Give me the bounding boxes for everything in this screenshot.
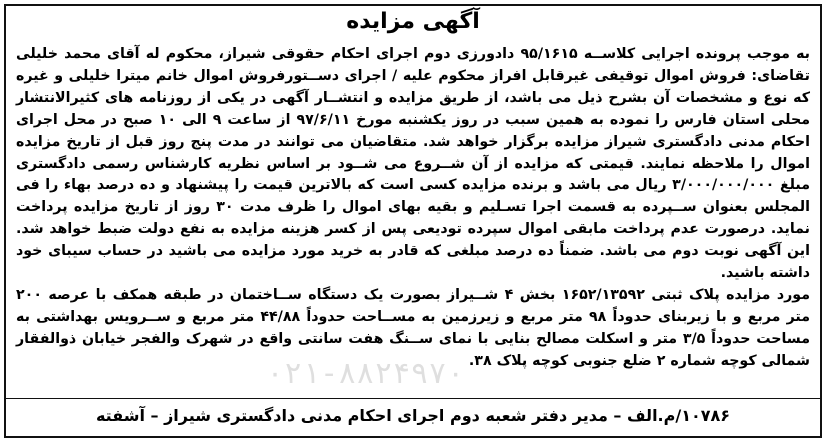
notice-paragraph-property: مورد مزایده پلاک ثبتی ۱۶۵۲/۱۳۵۹۲ بخش ۴ شــیراز بصورت یک دستگاه ســاختمان در طبقه همکف با عرصه ۲۰۰ متر مربع و با زیربنای حدوداً ۹۸ متر مربع و زیرزمین به مســاحت حدوداً ۴۴/۸۸ متر مربع و ســرویس بهداشتی به مساحت حدوداً ۳/۵ متر و اسکلت مصالح بنایی با نمای ســنگ هفت سانتی واقع در شهرک والفجر خیابان ذوالفقار شمالی کوچه شماره ۲ ضلع جنوبی کوچه پلاک ۳۸.	[16, 286, 810, 369]
auction-notice	[4, 4, 822, 438]
notice-title: آگهی مزایده	[346, 9, 480, 34]
footer-divider	[6, 398, 820, 399]
notice-paragraph-terms: به موجب پرونده اجرایی کلاســه ۹۵/۱۶۱۵ دادورزی دوم اجرای احکام حقوقی شیراز، محکوم له آقای محمد خلیلی تقاضای: فروش اموال توقیفی غیرقابل افراز محکوم علیه / اجرای دســتورفروش اموال خانم میترا خلیلی و غیره که نوع و مشخصات آن بشرح ذیل می باشد، از طریق مزایده و انتشــار آگهی در یکی از روزنامه های کثیرالانتشار محلی استان فارس را نموده به همین سبب در روز یکشنبه مورخ ۹۷/۶/۱۱ از ساعت ۹ الی ۱۰ صبح در محل اجرای احکام مدنی دادگستری شیراز مزایده برگزار خواهد شد. متقاضیان می توانند در مدت پنج روز قبل از تاریخ مزایده اموال را ملاحظه نمایند. قیمتی که مزایده از آن شــروع می شــود بر اساس نظریه کارشناس رسمی دادگستری مبلغ ۳/۰۰۰/۰۰۰/۰۰۰ ریال می باشد و برنده مزایده کسی است که بالاترین قیمت را پیشنهاد و ده درصد بهاء را فی المجلس بعنوان ســپرده به قسمت اجرا تسـلیم و بقیه بهای اموال را ظرف مدت ۳۰ روز از تاریخ مزایده پرداخت نماید. درصورت عدم پرداخت مابقی اموال سپرده تودیعی پس از کسر هزینه مزایده به نفع دولت ضبط خواهد شد. این آگهی نوبت دوم می باشد. ضمناً ده درصد مبلغی که قادر به خرید مورد مزایده می باشید در حساب سیبای خود داشته باشید.	[16, 46, 810, 282]
phone-watermark: ۰۲۱-۸۸۲۴۹۷۰	[266, 356, 465, 391]
notice-body	[16, 44, 810, 373]
notice-footer-signature: ۱۰۷۸۶/م.الف – مدیر دفتر شعبه دوم اجرای احکام مدنی دادگستری شیراز – آشفته	[95, 406, 731, 425]
